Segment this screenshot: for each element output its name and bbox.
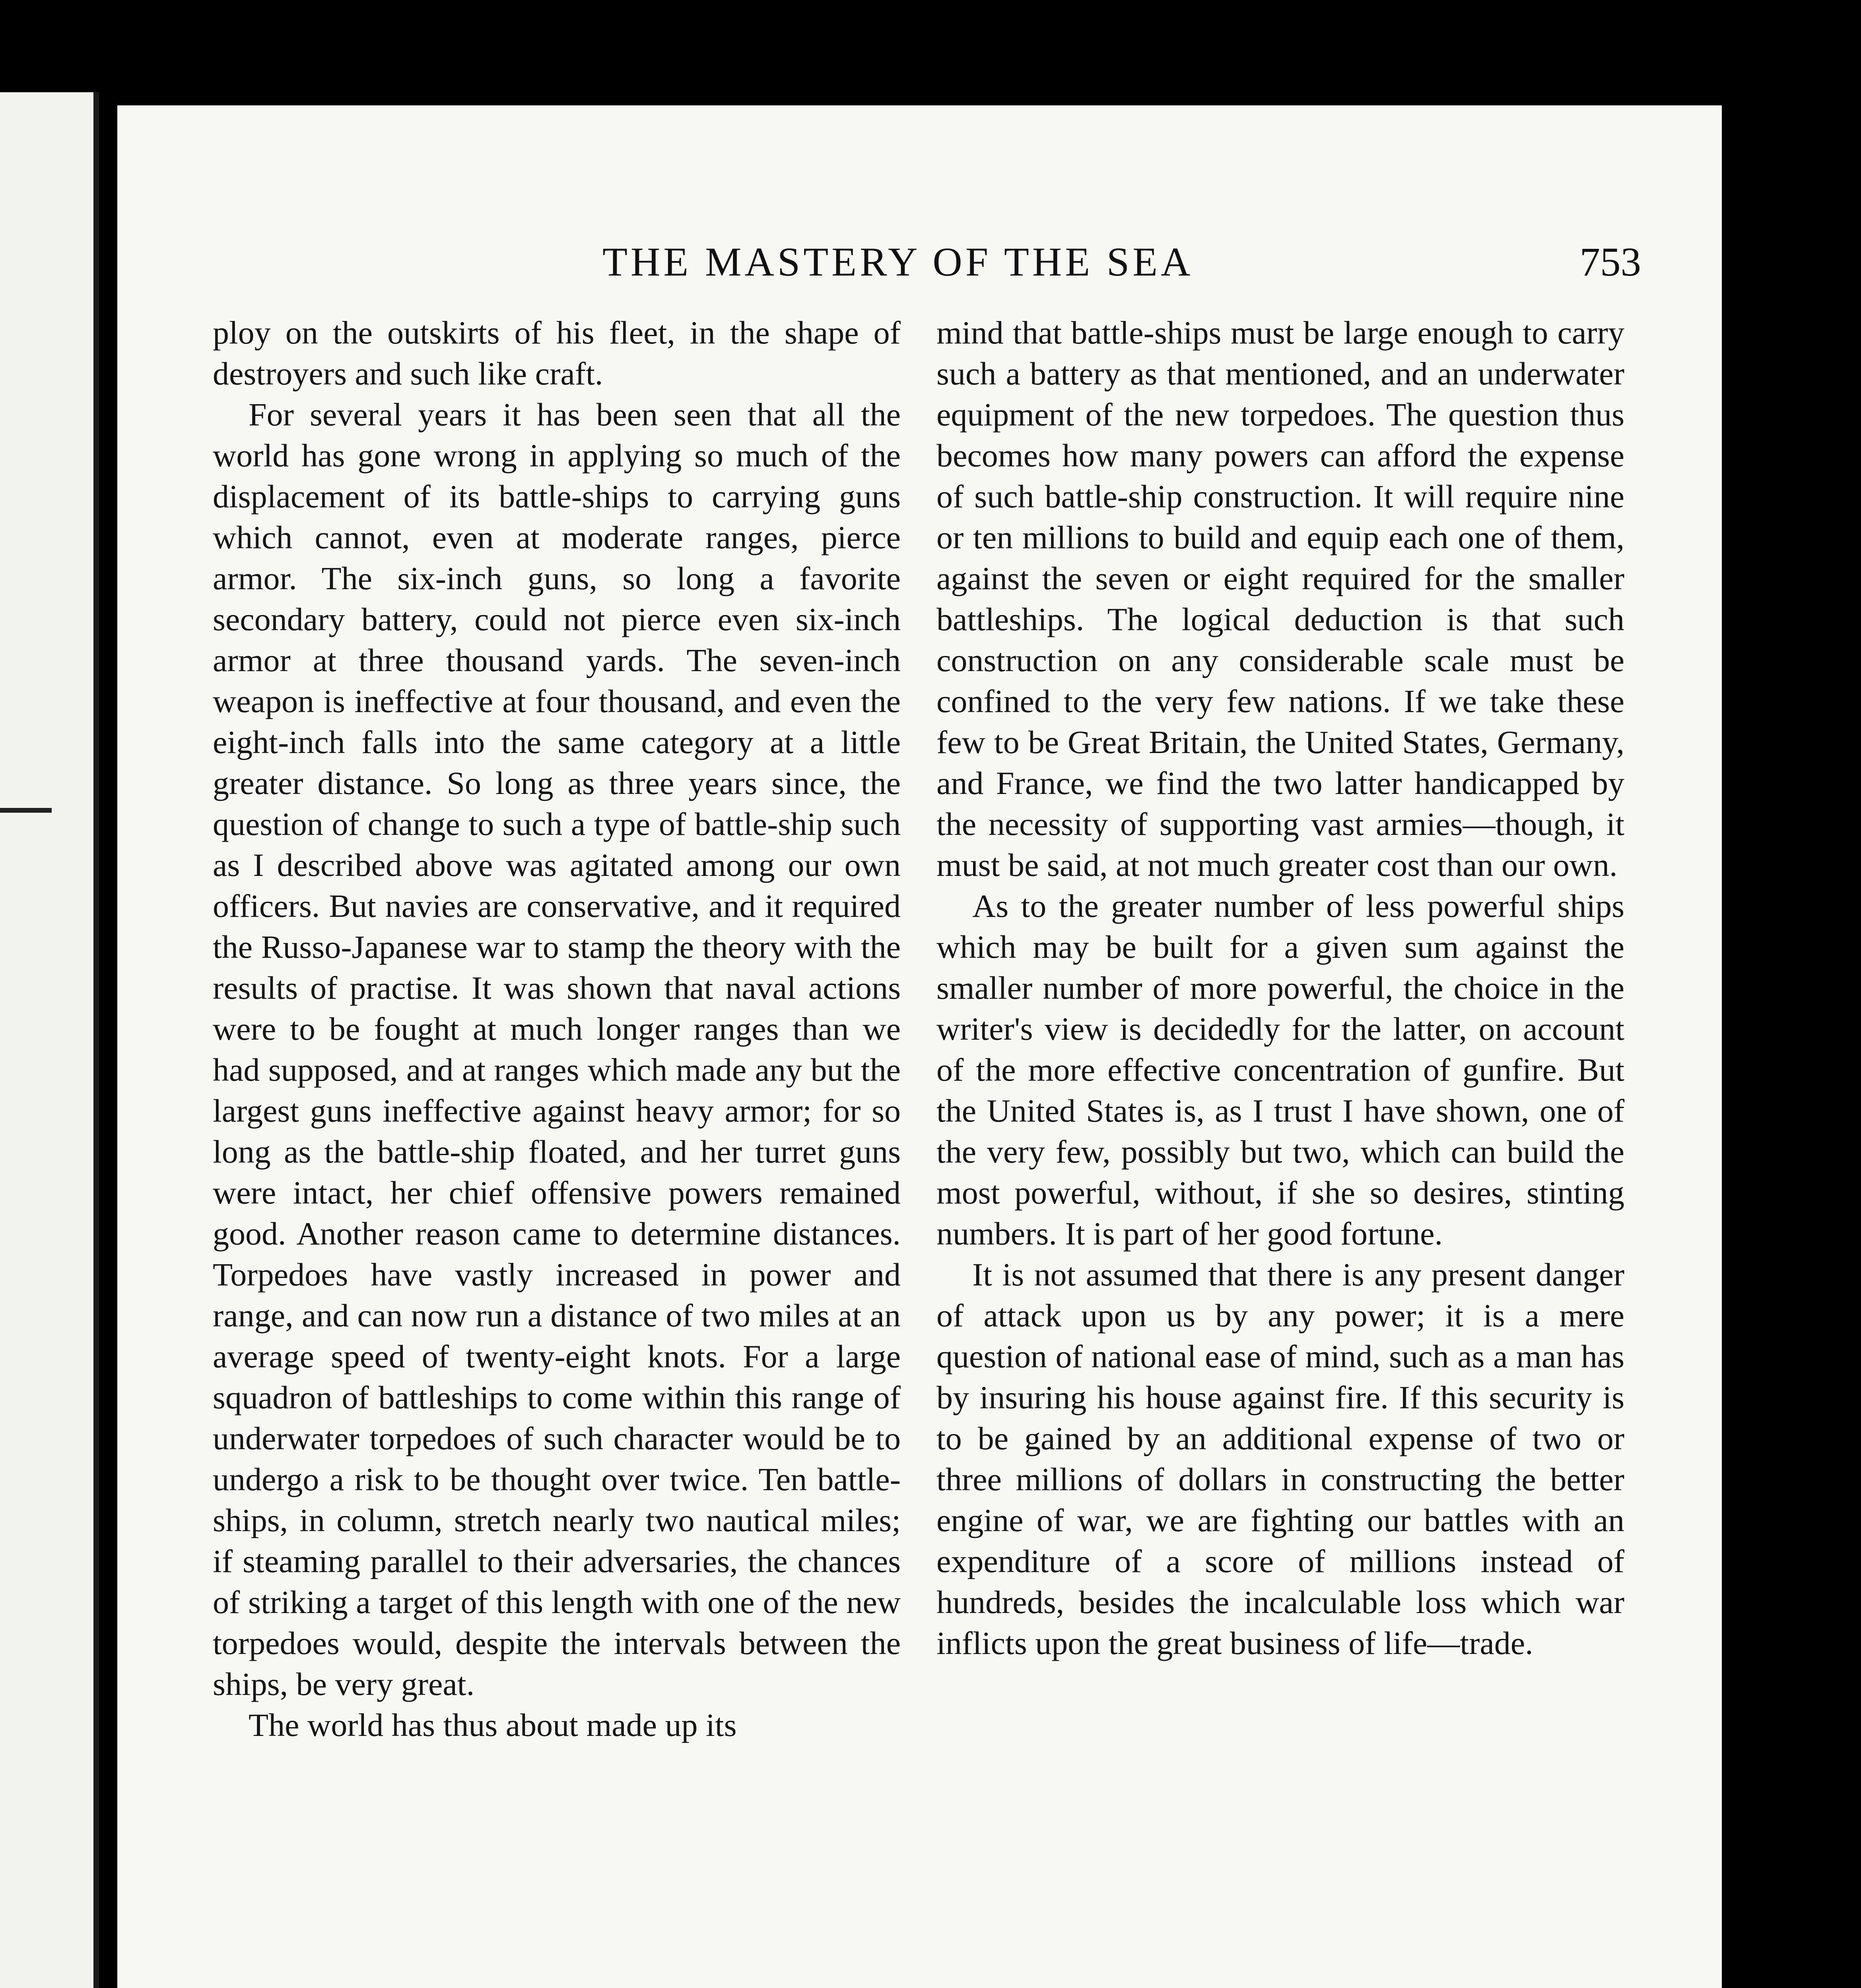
- running-head: [117, 239, 1641, 294]
- article-paragraph: As to the greater number of less powerful ships which may be built for a given sum against the smaller number of more powerful, the choice in the writer's view is decidedly for the latter, on account of the more effective concentration of gunfire. But the United States is, as I trust I have shown, one of the very few, possibly but two, which can build the most powerful, without, if she so desires, stinting numbers. It is part of her good fortune.: [936, 888, 1624, 1252]
- article-column-left: [213, 312, 901, 1745]
- article-paragraph: For several years it has been seen that all the world has gone wrong in applying so much of the displacement of its battle-ships to carrying guns which cannot, even at moderate ranges, pierce armor. The six-inch guns, so long a favorite secondary battery, could not pierce even six-inch armor at three thousand yards. The seven-inch weapon is ineffective at four thousand, and even the eight-inch falls into the same category at a little greater distance. So long as three years since, the question of change to such a type of battle-ship such as I described above was agitated among our own officers. But navies are conservative, and it required the Russo-Japanese war to stamp the theory with the results of practise. It was shown that naval actions were to be fought at much longer ranges than we had supposed, and at ranges which made any but the largest guns ineffective against heavy armor; for so long as the battle-ship floated, and her turret guns were intact, her chief offensive powers remained good. Another reason came to determine distances. Torpedoes have vastly increased in power and range, and can now run a distance of two miles at an average speed of twenty-eight knots. For a large squadron of battleships to come within this range of underwater torpedoes of such character would be to undergo a risk to be thought over twice. Ten battle-ships, in column, stretch nearly two nautical miles; if steaming parallel to their adversaries, the chances of striking a target of this length with one of the new torpedoes would, despite the intervals between the ships, be very great.: [213, 396, 901, 1702]
- page-number: 753: [1579, 239, 1641, 285]
- article-column-right: [936, 312, 1624, 1664]
- article-paragraph: It is not assumed that there is any present danger of attack upon us by any power; it is a mere question of national ease of mind, such as a man has by insuring his house against fire. If this security is to be gained by an additional expense of two or three millions of dollars in constructing the better engine of war, we are fighting our battles with an expenditure of a score of millions instead of hundreds, besides the incalculable loss which war inflicts upon the great business of life—trade.: [936, 1256, 1624, 1661]
- article-paragraph: mind that battle-ships must be large enough to carry such a battery as that mentioned, and an underwater equipment of the new torpedoes. The question thus becomes how many powers can afford the expense of such battle-ship construction. It will require nine or ten millions to build and equip each one of them, against the seven or eight required for the smaller battleships. The logical deduction is that such construction on any considerable scale must be confined to the very few nations. If we take these few to be Great Britain, the United States, Germany, and France, we find the two latter handicapped by the necessity of supporting vast armies—though, it must be said, at not much greater cost than our own.: [936, 315, 1624, 883]
- running-title: THE MASTERY OF THE SEA: [602, 239, 1194, 285]
- magazine-page: [117, 105, 1722, 1988]
- page-edge-mark: [0, 808, 52, 813]
- article-paragraph: ploy on the outskirts of his fleet, in the shape of destroyers and such like craft.: [213, 315, 901, 392]
- previous-page-edge: [0, 92, 99, 1988]
- article-paragraph: The world has thus about made up its: [249, 1707, 737, 1743]
